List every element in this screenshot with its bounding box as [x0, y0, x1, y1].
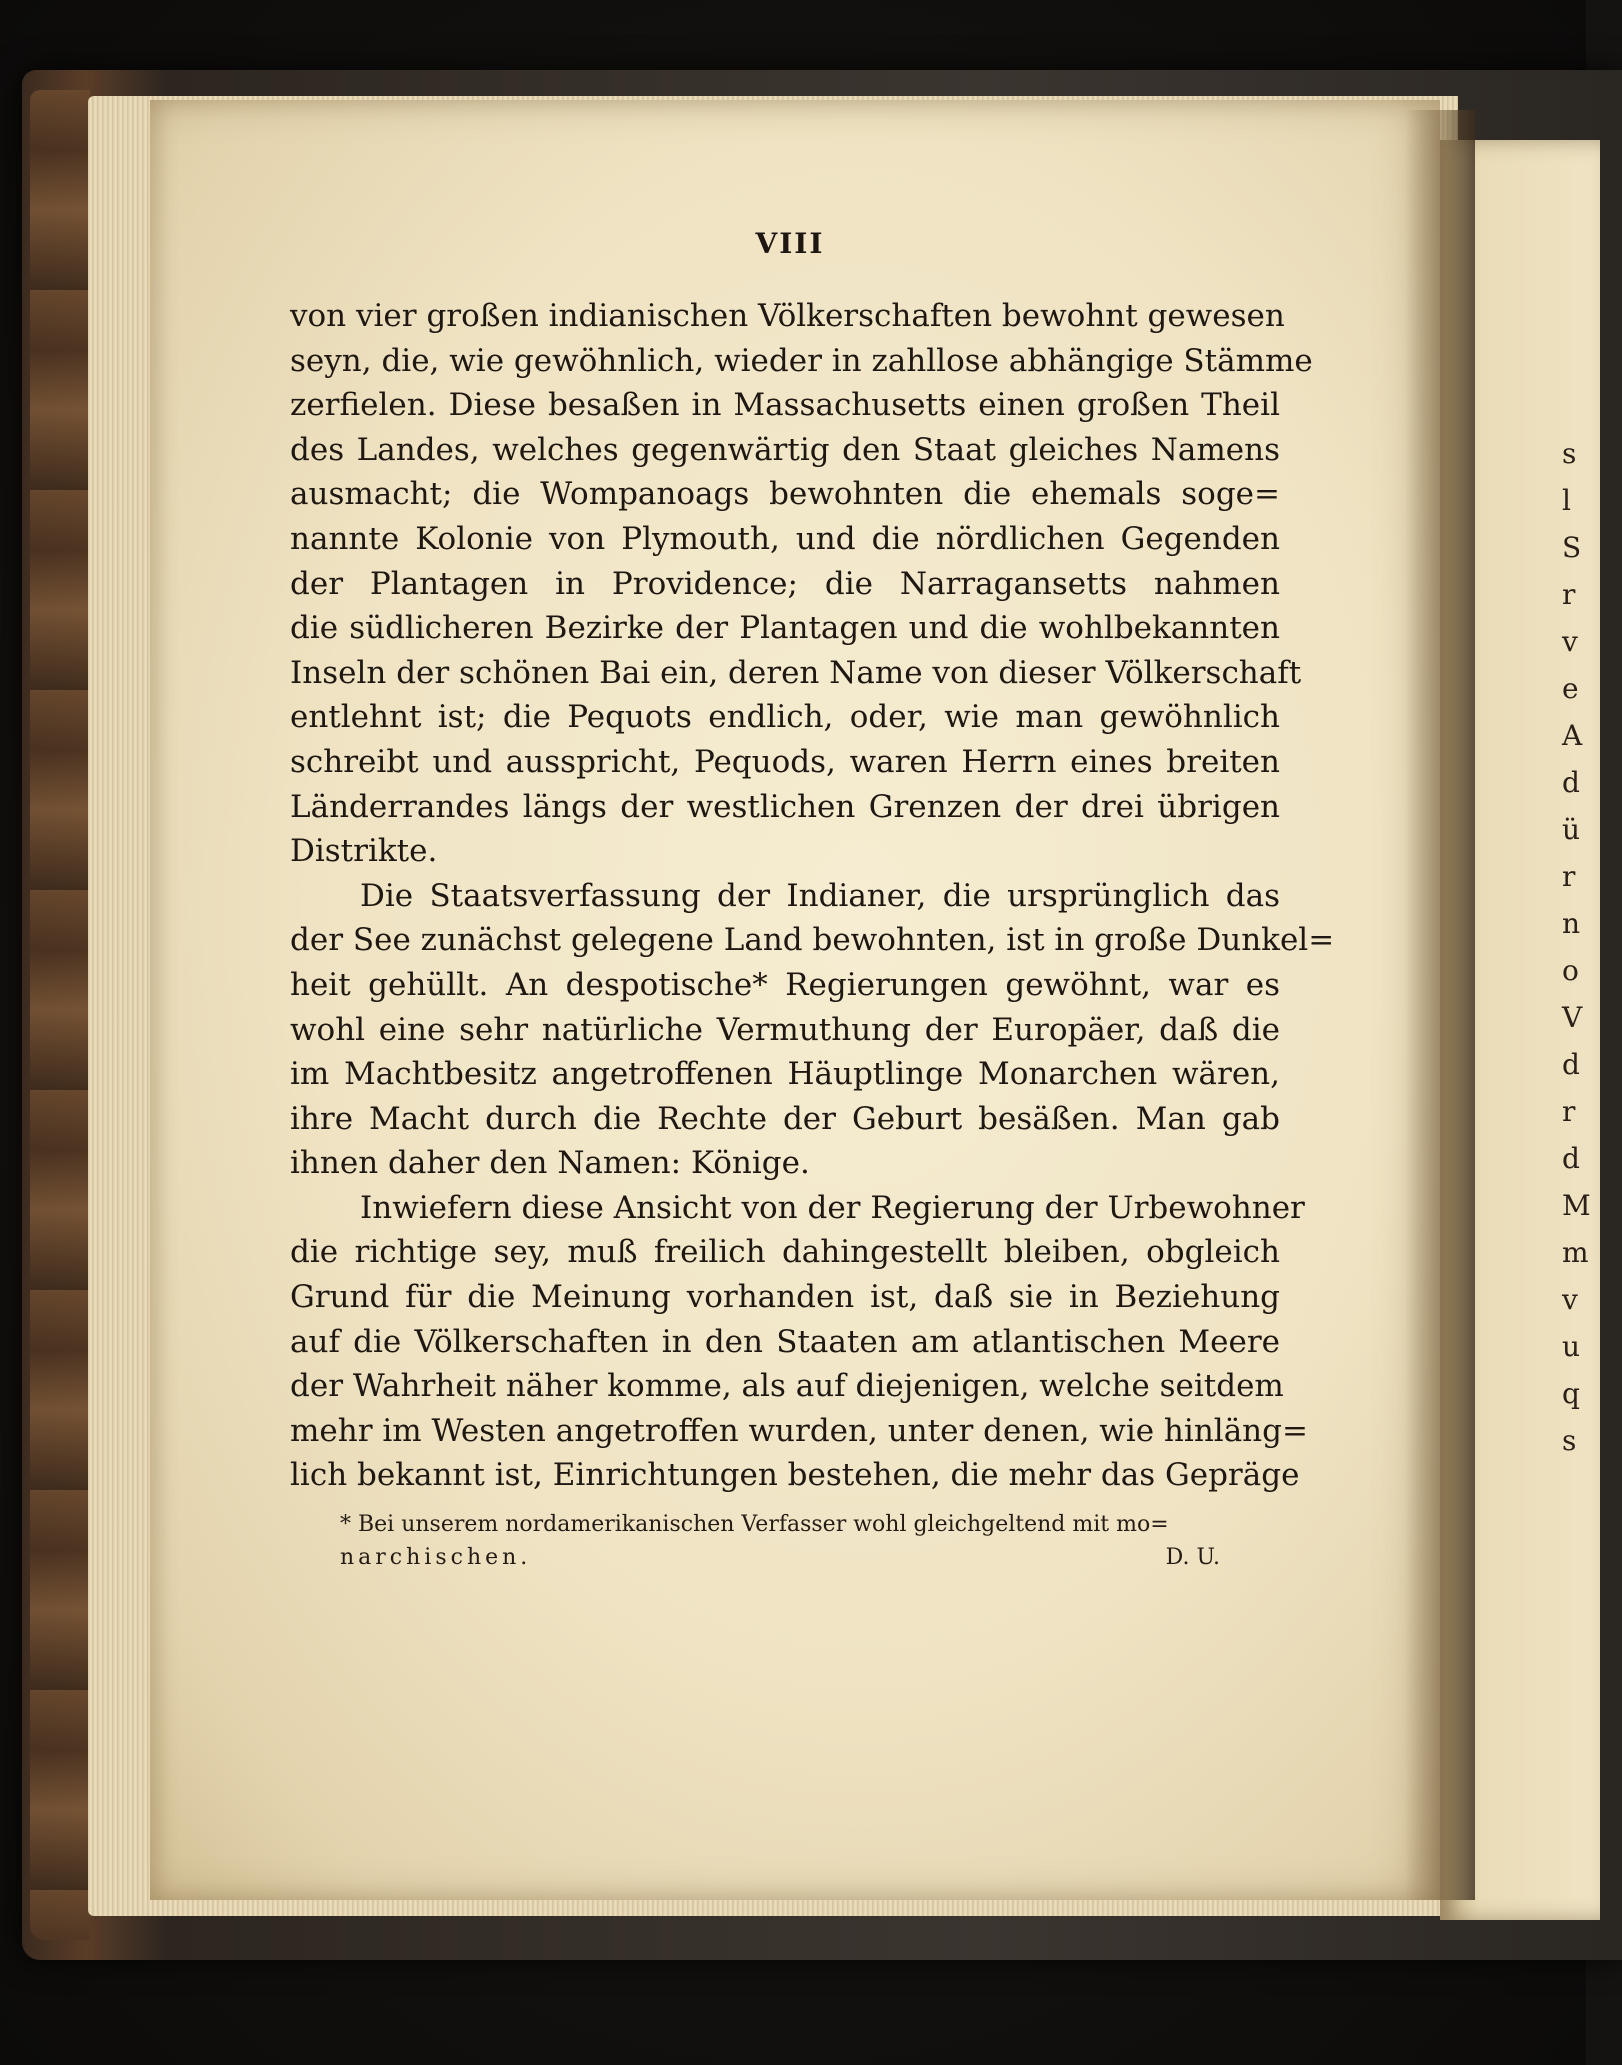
text-line: mehr im Westen angetroffen wurden, unter denen, wie hinläng=	[290, 1412, 1308, 1449]
text-line: ihnen daher den Namen: Könige.	[290, 1145, 810, 1182]
text-line: Die Staatsverfassung der Indianer, die ursprünglich das	[360, 877, 1280, 914]
facing-letter: r	[1562, 1095, 1576, 1128]
worn-cover-edge	[30, 90, 90, 1940]
text-line: seyn, die, wie gewöhnlich, wieder in zahllose abhängige Stämme	[290, 342, 1313, 379]
facing-letter: q	[1562, 1377, 1580, 1410]
paragraph-1	[290, 294, 1313, 874]
text-line: lich bekannt ist, Einrichtungen bestehen, die mehr das Gepräge	[290, 1457, 1300, 1494]
text-line: der Plantagen in Providence; die Narragansetts nahmen	[290, 565, 1280, 602]
facing-letter: r	[1562, 578, 1576, 611]
text-line: Inseln der schönen Bai ein, deren Name von dieser Völkerschaft	[290, 654, 1302, 691]
text-line: zerfielen. Diese besaßen in Massachusetts einen großen Theil	[290, 387, 1280, 424]
text-line: auf die Völkerschaften in den Staaten am atlantischen Meere	[290, 1323, 1280, 1360]
text-line: im Machtbesitz angetroffenen Häuptlinge Monarchen wären,	[290, 1056, 1280, 1093]
text-line: nannte Kolonie von Plymouth, und die nördlichen Gegenden	[290, 520, 1280, 557]
facing-letter: s	[1562, 437, 1577, 470]
footnote-text: narchischen.	[340, 1545, 532, 1571]
text-line: Länderrandes längs der westlichen Grenzen der drei übrigen	[290, 788, 1280, 825]
text-line: schreibt und ausspricht, Pequods, waren Herrn eines breiten	[290, 743, 1280, 780]
facing-letter: V	[1562, 1001, 1583, 1034]
paragraph-2	[290, 874, 1335, 1186]
text-line: der See zunächst gelegene Land bewohnten, ist in große Dunkel=	[290, 922, 1335, 959]
text-line: entlehnt ist; die Pequots endlich, oder, wie man gewöhnlich	[290, 699, 1280, 736]
text-line: der Wahrheit näher komme, als auf diejenigen, welche seitdem	[290, 1368, 1284, 1405]
facing-letter: d	[1562, 1048, 1580, 1081]
page-number: VIII	[755, 227, 825, 260]
facing-letter: v	[1562, 625, 1578, 658]
facing-letter: d	[1562, 1142, 1580, 1175]
facing-letter: A	[1562, 719, 1583, 752]
facing-letter: S	[1562, 531, 1582, 564]
text-line: Grund für die Meinung vorhanden ist, daß sie in Beziehung	[290, 1279, 1280, 1316]
text-line: Inwiefern diese Ansicht von der Regierung der Urbewohner	[360, 1189, 1305, 1226]
facing-letter: u	[1562, 1330, 1581, 1363]
facing-letter: d	[1562, 766, 1580, 799]
facing-letter: v	[1562, 1283, 1578, 1316]
text-line: ihre Macht durch die Rechte der Geburt besäßen. Man gab	[290, 1100, 1280, 1137]
text-line: ausmacht; die Wompanoags bewohnten die ehemals soge=	[290, 476, 1280, 513]
facing-letter: M	[1562, 1189, 1591, 1222]
facing-letter: r	[1562, 860, 1576, 893]
paragraph-3	[290, 1186, 1308, 1498]
text-line: die südlicheren Bezirke der Plantagen und die wohlbekannten	[290, 610, 1280, 647]
facing-page-text	[1562, 430, 1591, 1464]
facing-letter: l	[1562, 484, 1571, 517]
facing-letter: s	[1562, 1424, 1577, 1457]
facing-letter: n	[1562, 907, 1581, 940]
text-line: Distrikte.	[290, 833, 438, 870]
facing-letter: e	[1562, 672, 1579, 705]
facing-letter: m	[1562, 1236, 1589, 1269]
text-line: von vier großen indianischen Völkerschaften bewohnt gewesen	[290, 298, 1285, 334]
facing-letter: ü	[1562, 813, 1581, 846]
facing-letter: o	[1562, 954, 1579, 987]
page-content	[290, 215, 1335, 1574]
footnote	[290, 1508, 1280, 1574]
text-line: die richtige sey, muß freilich dahingestellt bleiben, obgleich	[290, 1234, 1280, 1271]
footnote-text: * Bei unserem nordamerikanischen Verfasser wohl gleichgeltend mit mo=	[340, 1512, 1169, 1538]
footnote-signature: D. U.	[1165, 1545, 1220, 1571]
text-line: wohl eine sehr natürliche Vermuthung der Europäer, daß die	[290, 1011, 1280, 1048]
book-gutter	[1405, 110, 1475, 1900]
text-line: heit gehüllt. An despotische* Regierungen gewöhnt, war es	[290, 966, 1280, 1003]
text-line: des Landes, welches gegenwärtig den Staat gleiches Namens	[290, 431, 1280, 468]
